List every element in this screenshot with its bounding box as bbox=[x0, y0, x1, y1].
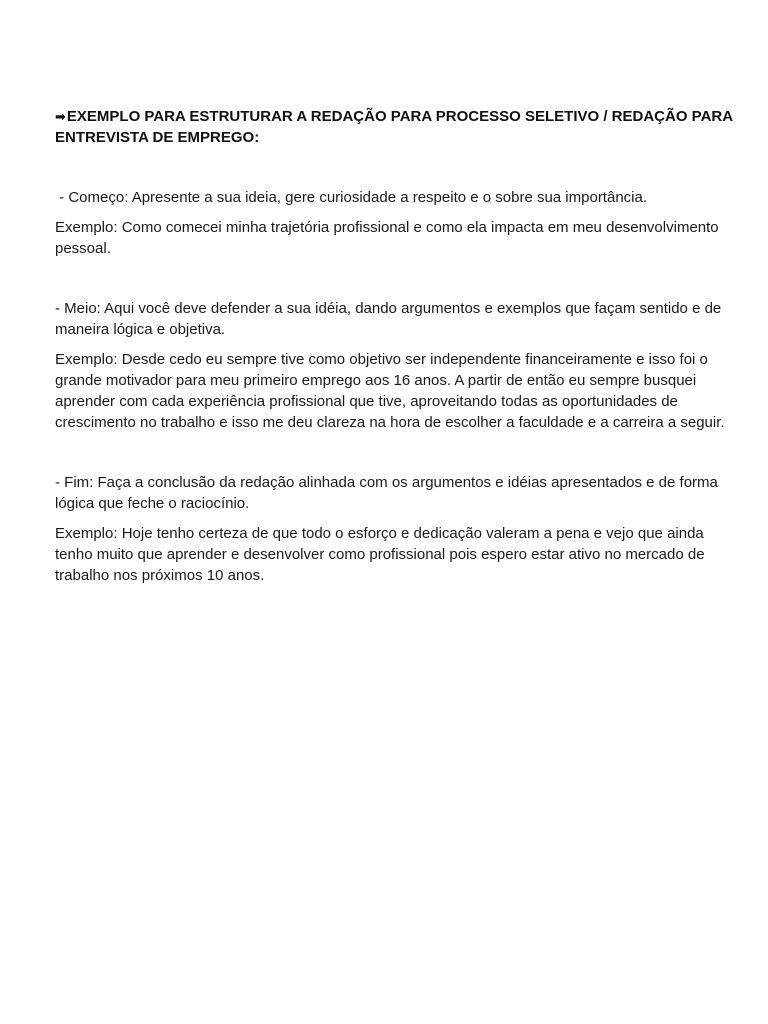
meio-example: Exemplo: Desde cedo eu sempre tive como objetivo ser independente financeiramente e isso foi o grande motivador para meu primeiro emprego aos 16 anos. A partir de então eu sempre busquei aprender com cada experiência profissional que tive, aproveitando todas as oportunidades de crescimento no trabalho e isso me deu clareza na hora de escolher a faculdade e a carreira a seguir. bbox=[55, 351, 725, 431]
document-page bbox=[55, 106, 735, 586]
section-meio bbox=[55, 298, 735, 433]
inicio-description: - Começo: Apresente a sua ideia, gere curiosidade a respeito e o sobre sua importância. bbox=[55, 189, 648, 206]
meio-description: - Meio: Aqui você deve defender a sua idéia, dando argumentos e exemplos que façam sentido e de maneira lógica e objetiva. bbox=[55, 300, 722, 338]
inicio-example: Exemplo: Como comecei minha trajetória profissional e como ela impacta em meu desenvolvimento pessoal. bbox=[55, 219, 719, 257]
fim-description: - Fim: Faça a conclusão da redação alinhada com os argumentos e idéias apresentados e de forma lógica que feche o raciocínio. bbox=[55, 474, 718, 512]
arrow-right-icon: ➡ bbox=[55, 109, 66, 124]
section-inicio bbox=[55, 187, 735, 259]
heading-text: EXEMPLO PARA ESTRUTURAR A REDAÇÃO PARA PROCESSO SELETIVO / REDAÇÃO PARA ENTREVISTA DE EMPREGO: bbox=[55, 108, 733, 146]
fim-example: Exemplo: Hoje tenho certeza de que todo o esforço e dedicação valeram a pena e vejo que ainda tenho muito que aprender e desenvolver como profissional pois espero estar ativo no mercado de trabalho nos próximos 10 anos. bbox=[55, 525, 705, 584]
document-heading bbox=[55, 106, 735, 148]
section-fim bbox=[55, 472, 735, 586]
